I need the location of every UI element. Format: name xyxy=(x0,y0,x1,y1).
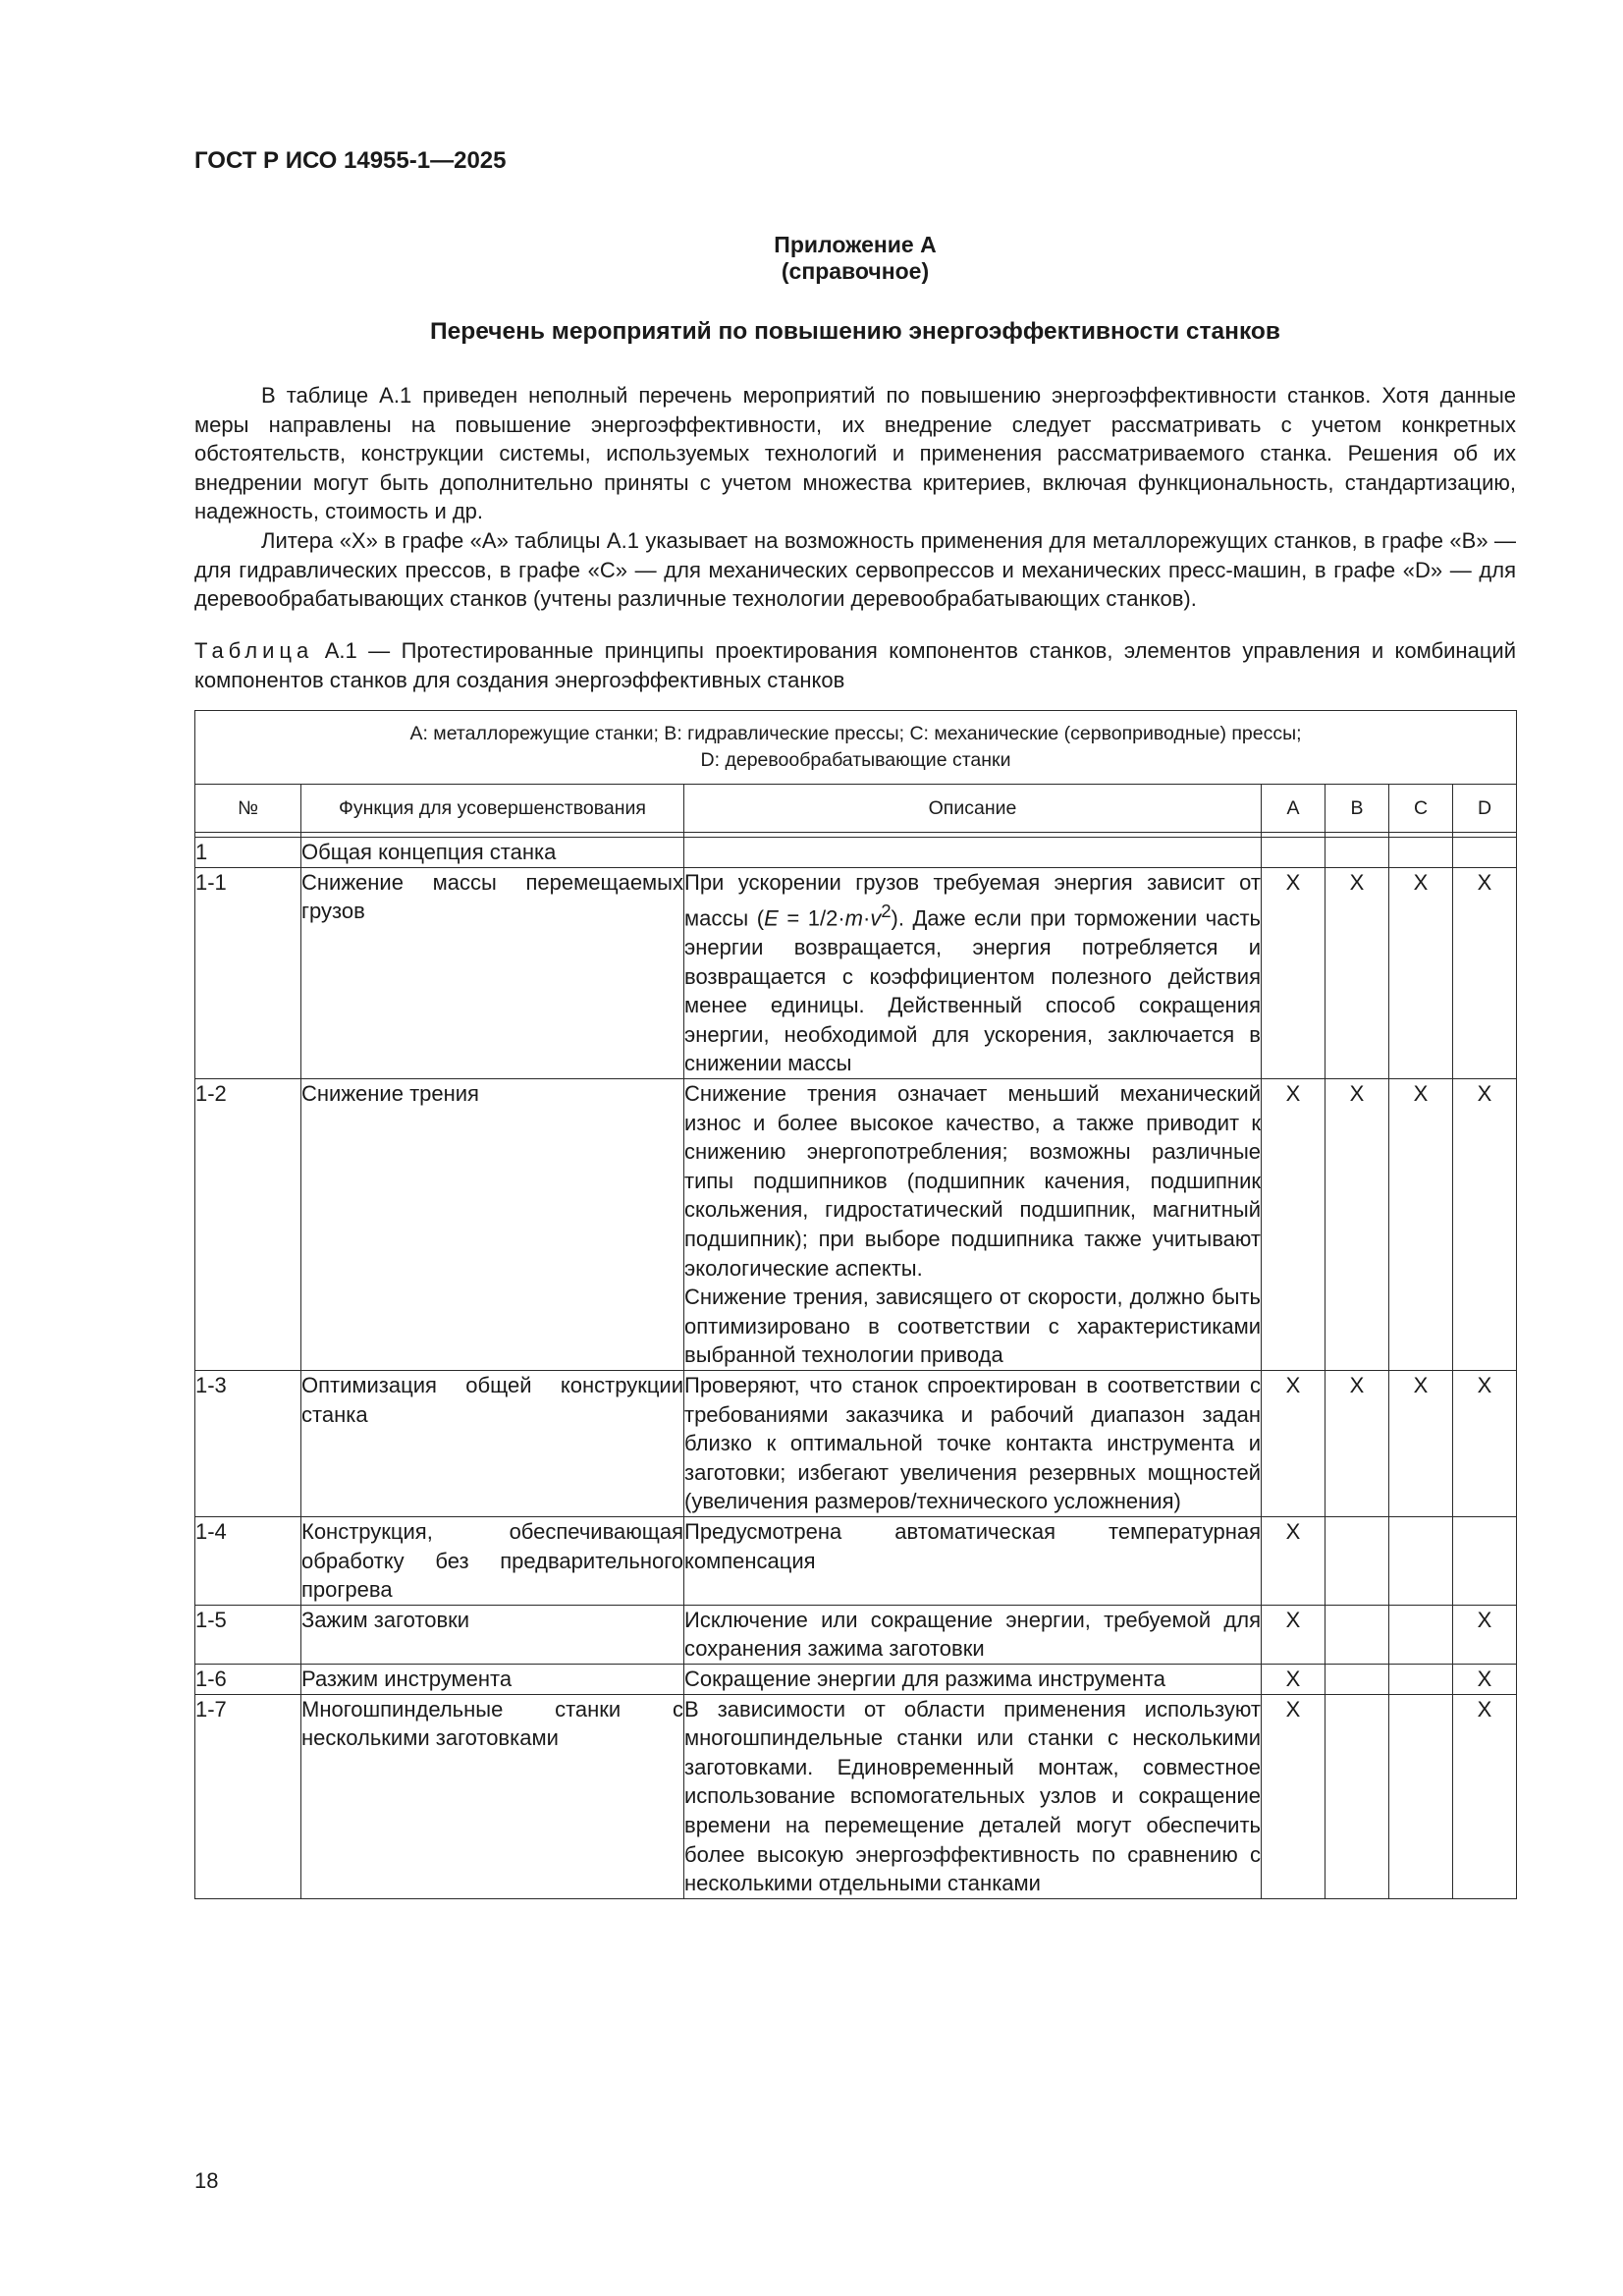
row-mark-c xyxy=(1389,838,1453,868)
row-num: 1-1 xyxy=(195,867,301,1078)
description-text-end: ). Даже если при торможении часть энергии возвращается, энергия потребляется и возвращается с коэффициентом полезного действия менее единицы. Действенный способ сокращения энергии, необходимой для ускорения, заключается в снижении массы xyxy=(684,905,1261,1076)
formula-velocity: v xyxy=(870,905,882,931)
formula-half: = 1/2· xyxy=(778,905,845,931)
table-row xyxy=(195,838,1517,868)
row-mark-d xyxy=(1453,1516,1517,1605)
row-description: Предусмотрена автоматическая температурная компенсация xyxy=(684,1516,1262,1605)
row-function: Снижение массы перемещаемых грузов xyxy=(301,867,684,1078)
table-row xyxy=(195,1516,1517,1605)
paragraph-intro: В таблице А.1 приведен неполный перечень мероприятий по повышению энергоэффективности станков. Хотя данные меры направлены на повышение энергоэффективности, их внедрение следует рассматривать с учетом конкретных обстоятельств, конструкции системы, используемых технологий и применения рассматриваемого станка. Решения об их внедрении могут быть дополнительно приняты с учетом множества критериев, включая функциональность, стандартизацию, надежность, стоимость и др. xyxy=(194,383,1516,524)
row-num: 1 xyxy=(195,838,301,868)
row-mark-b xyxy=(1325,1516,1389,1605)
paragraph-legend-explanation: Литера «X» в графе «А» таблицы А.1 указывает на возможность применения для металлорежущих станков, в графе «В» — для гидравлических прессов, в графе «С» — для механических сервопрессов и механических пресс-машин, в графе «D» — для деревообрабатывающих станков (учтены различные технологии деревообрабатывающих станков). xyxy=(194,528,1516,612)
row-function: Разжим инструмента xyxy=(301,1664,684,1694)
measures-table xyxy=(194,710,1517,1899)
formula-energy: E xyxy=(764,905,779,931)
table-row xyxy=(195,1664,1517,1694)
row-mark-b: X xyxy=(1325,1079,1389,1371)
row-mark-c: X xyxy=(1389,867,1453,1078)
row-mark-b xyxy=(1325,838,1389,868)
row-description xyxy=(684,1079,1262,1371)
row-num: 1-5 xyxy=(195,1605,301,1664)
row-mark-c xyxy=(1389,1516,1453,1605)
description-part-1: Снижение трения означает меньший механический износ и более высокое качество, а также приводит к снижению энергопотребления; возможны различные типы подшипников (подшипник качения, подшипник скольжения, гидростатический подшипник, магнитный подшипник); при выборе подшипника также учитывают экологические аспекты. xyxy=(684,1081,1261,1281)
formula-exponent: 2 xyxy=(881,901,892,922)
row-function: Конструкция, обеспечивающая обработку без предварительного прогрева xyxy=(301,1516,684,1605)
legend-line-1: A: металлорежущие станки; B: гидравлические прессы; C: механические (сервоприводные) прессы; xyxy=(409,723,1302,744)
table-row xyxy=(195,1605,1517,1664)
table-legend xyxy=(195,711,1517,785)
table-caption-label: Таблица xyxy=(194,638,314,663)
table-caption-text: А.1 — Протестированные принципы проектирования компонентов станков, элементов управления и комбинаций компонентов станков для создания энергоэффективных станков xyxy=(194,638,1516,692)
row-num: 1-2 xyxy=(195,1079,301,1371)
row-description xyxy=(684,838,1262,868)
formula-mass: m xyxy=(844,905,863,931)
header-row xyxy=(195,785,1517,833)
row-mark-b: X xyxy=(1325,867,1389,1078)
row-function: Многошпиндельные станки с несколькими заготовками xyxy=(301,1694,684,1898)
row-mark-d: X xyxy=(1453,1605,1517,1664)
header-c: C xyxy=(1389,785,1453,833)
row-mark-d: X xyxy=(1453,1694,1517,1898)
row-description: Проверяют, что станок спроектирован в соответствии с требованиями заказчика и рабочий диапазон задан близко к оптимальной точке контакта инструмента и заготовки; избегают увеличения резервных мощностей (увеличения размеров/технического усложнения) xyxy=(684,1371,1262,1517)
row-mark-d xyxy=(1453,838,1517,868)
row-description: Исключение или сокращение энергии, требуемой для сохранения зажима заготовки xyxy=(684,1605,1262,1664)
header-a: A xyxy=(1262,785,1325,833)
table-row xyxy=(195,867,1517,1078)
page-number: 18 xyxy=(194,2168,219,2193)
table-row xyxy=(195,1371,1517,1517)
row-mark-c: X xyxy=(1389,1079,1453,1371)
formula-dot: · xyxy=(862,905,871,931)
table-row xyxy=(195,1694,1517,1898)
row-function: Зажим заготовки xyxy=(301,1605,684,1664)
row-mark-d: X xyxy=(1453,1079,1517,1371)
row-mark-a: X xyxy=(1262,1664,1325,1694)
row-mark-c xyxy=(1389,1605,1453,1664)
row-mark-c xyxy=(1389,1694,1453,1898)
description-text-start: При ускорении грузов требуемая энергия зависит от массы ( xyxy=(684,869,1261,931)
row-mark-b xyxy=(1325,1605,1389,1664)
row-mark-a xyxy=(1262,838,1325,868)
row-mark-a: X xyxy=(1262,1079,1325,1371)
row-mark-c xyxy=(1389,1664,1453,1694)
row-description: В зависимости от области применения используют многошпиндельные станки или станки с несколькими заготовками. Единовременный монтаж, совместное использование вспомогательных узлов и сокращение времени на перемещение деталей могут обеспечить более высокую энергоэффективность по сравнению с несколькими отдельными станками xyxy=(684,1694,1262,1898)
annex-title: Приложение А xyxy=(774,232,937,257)
row-mark-a: X xyxy=(1262,1516,1325,1605)
annex-type: (справочное) xyxy=(781,258,930,284)
legend-row xyxy=(195,711,1517,785)
row-mark-c: X xyxy=(1389,1371,1453,1517)
header-d: D xyxy=(1453,785,1517,833)
row-mark-a: X xyxy=(1262,1605,1325,1664)
legend-line-2: D: деревообрабатывающие станки xyxy=(700,749,1011,771)
header-description: Описание xyxy=(684,785,1262,833)
table-caption xyxy=(194,636,1516,694)
row-num: 1-7 xyxy=(195,1694,301,1898)
row-description xyxy=(684,867,1262,1078)
header-num: № xyxy=(195,785,301,833)
header-function: Функция для усовершенствования xyxy=(301,785,684,833)
row-mark-d: X xyxy=(1453,867,1517,1078)
row-num: 1-3 xyxy=(195,1371,301,1517)
row-mark-d: X xyxy=(1453,1371,1517,1517)
table-row xyxy=(195,1079,1517,1371)
row-function: Оптимизация общей конструкции станка xyxy=(301,1371,684,1517)
row-mark-d: X xyxy=(1453,1664,1517,1694)
row-num: 1-6 xyxy=(195,1664,301,1694)
row-mark-b: X xyxy=(1325,1371,1389,1517)
document-code: ГОСТ Р ИСО 14955-1—2025 xyxy=(194,147,507,174)
row-mark-b xyxy=(1325,1694,1389,1898)
row-mark-a: X xyxy=(1262,867,1325,1078)
row-function: Снижение трения xyxy=(301,1079,684,1371)
header-b: B xyxy=(1325,785,1389,833)
row-num: 1-4 xyxy=(195,1516,301,1605)
description-part-2: Снижение трения, зависящего от скорости, должно быть оптимизировано в соответствии с характеристиками выбранной технологии привода xyxy=(684,1285,1261,1368)
row-mark-b xyxy=(1325,1664,1389,1694)
row-function: Общая концепция станка xyxy=(301,838,684,868)
row-mark-a: X xyxy=(1262,1371,1325,1517)
row-description: Сокращение энергии для разжима инструмента xyxy=(684,1664,1262,1694)
section-title: Перечень мероприятий по повышению энергоэффективности станков xyxy=(430,318,1280,345)
row-mark-a: X xyxy=(1262,1694,1325,1898)
